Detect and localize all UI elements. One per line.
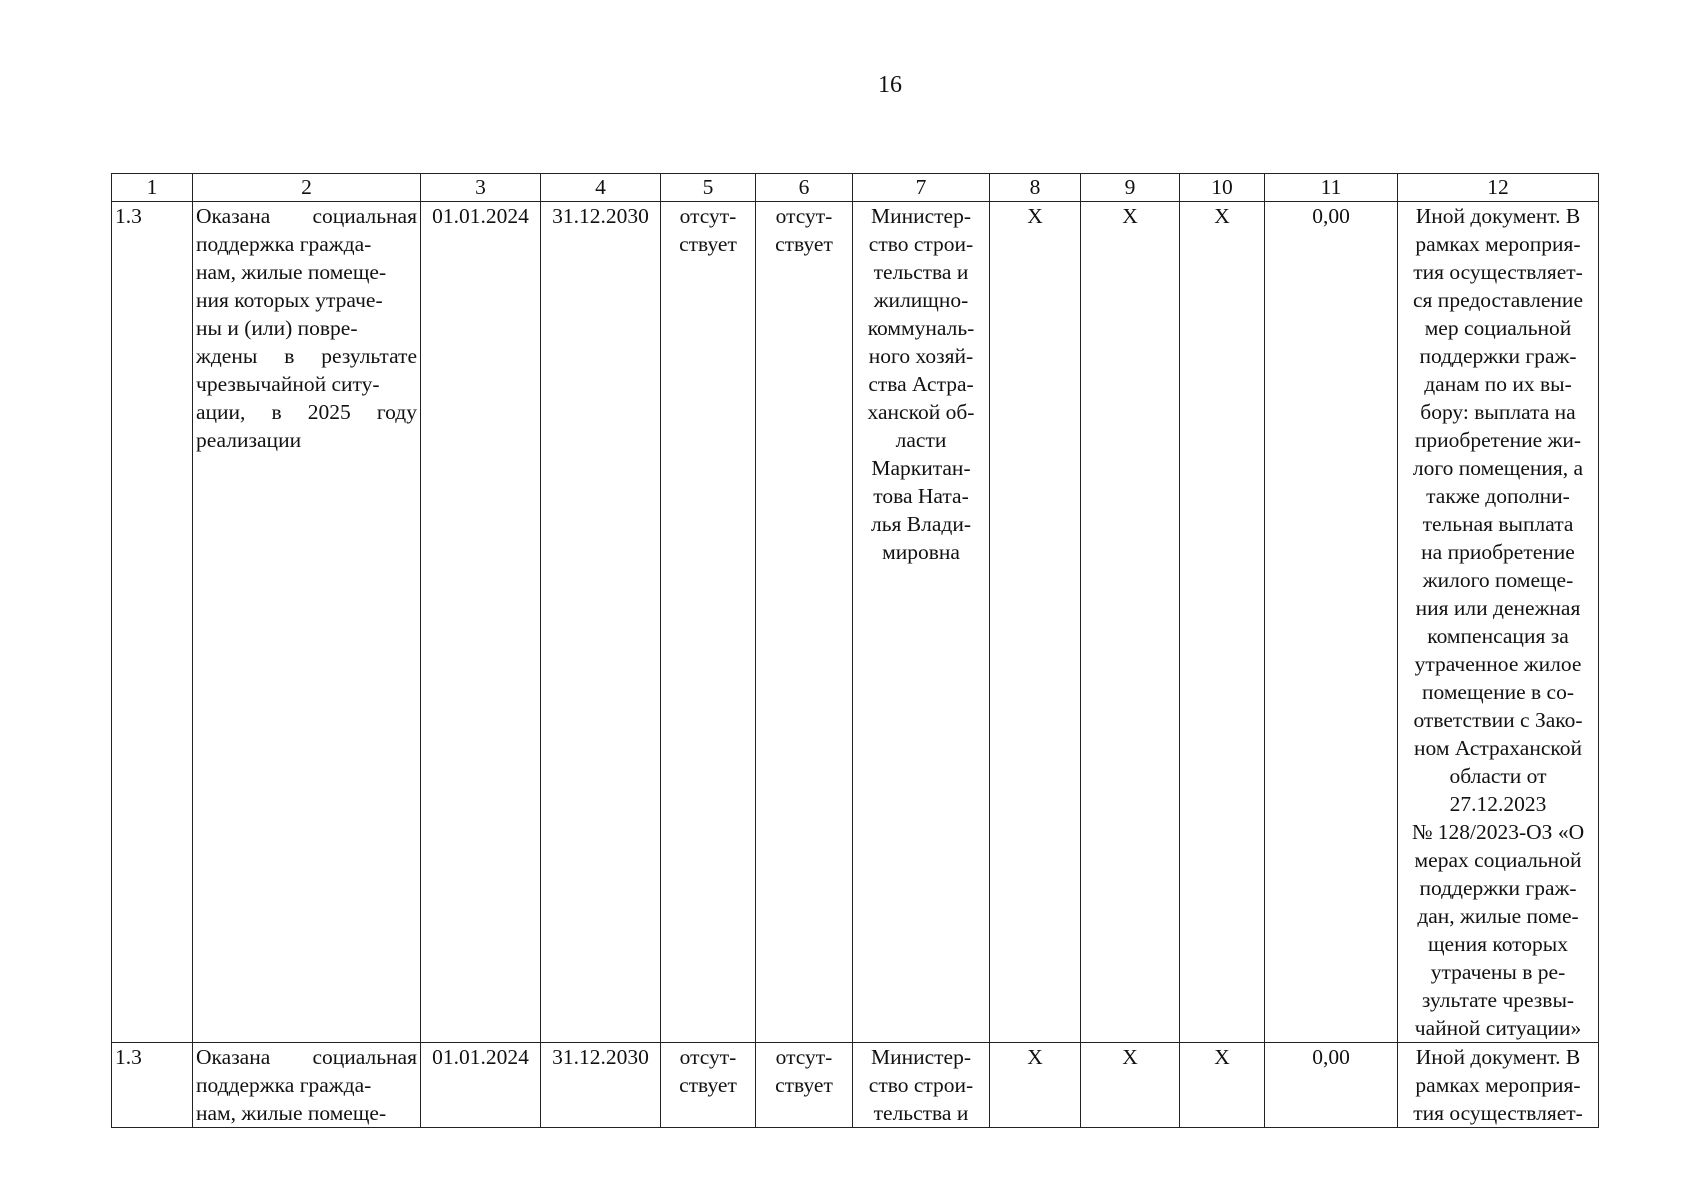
table-row (112, 202, 1599, 1043)
column-header: 2 (193, 174, 421, 202)
column-header: 8 (990, 174, 1081, 202)
column-header: 9 (1081, 174, 1180, 202)
column-6-cell: отсут- ствует (756, 202, 853, 1043)
end-date-cell: 31.12.2030 (541, 202, 661, 1043)
column-9-cell: Х (1081, 202, 1180, 1043)
row-number-cell: 1.3 (112, 1043, 193, 1128)
activities-table (111, 173, 1599, 1128)
column-header: 7 (853, 174, 990, 202)
column-header: 3 (421, 174, 541, 202)
amount-cell: 0,00 (1265, 202, 1398, 1043)
column-header: 1 (112, 174, 193, 202)
column-header: 5 (661, 174, 756, 202)
table-header-row (112, 174, 1599, 202)
column-header: 6 (756, 174, 853, 202)
end-date-cell: 31.12.2030 (541, 1043, 661, 1128)
responsible-cell: Министер- ство строи- тельства и жилищно- коммуналь- ного хозяй- ства Астра- ханской об- ласти Маркитан- това Ната- лья Влади- мировна (853, 202, 990, 1043)
responsible-cell: Министер- ство строи- тельства и (853, 1043, 990, 1128)
result-description-cell: Оказана социальная поддержка гражда- нам, жилые помеще- ния которых утраче- ны и (или) повре- ждены в результате чрезвычайной ситу- ации, в 2025 году реализации (193, 202, 421, 1043)
table-row (112, 1043, 1599, 1128)
column-header: 11 (1265, 174, 1398, 202)
column-8-cell: Х (990, 202, 1081, 1043)
column-5-cell: отсут- ствует (661, 1043, 756, 1128)
column-header: 12 (1398, 174, 1599, 202)
column-5-cell: отсут- ствует (661, 202, 756, 1043)
column-8-cell: Х (990, 1043, 1081, 1128)
document-description-cell: Иной документ. В рамках мероприя- тия осуществляет- ся предоставление мер социальной поддержки граж- данам по их вы- бору: выплата на приобретение жи- лого помещения, а также дополни- тельная выплата на приобретение жилого помеще- ния или денежная компенсация за утраченное жилое помещение в со- ответствии с Зако- ном Астраханской области от 27.12.2023 № 128/2023-ОЗ «О мерах социальной поддержки граж- дан, жилые поме- щения которых утрачены в ре- зультате чрезвы- чайной ситуации» (1398, 202, 1599, 1043)
column-6-cell: отсут- ствует (756, 1043, 853, 1128)
column-9-cell: Х (1081, 1043, 1180, 1128)
row-number-cell: 1.3 (112, 202, 193, 1043)
start-date-cell: 01.01.2024 (421, 202, 541, 1043)
column-header: 10 (1180, 174, 1265, 202)
column-10-cell: Х (1180, 202, 1265, 1043)
column-header: 4 (541, 174, 661, 202)
page-number: 16 (878, 72, 902, 98)
amount-cell: 0,00 (1265, 1043, 1398, 1128)
start-date-cell: 01.01.2024 (421, 1043, 541, 1128)
document-description-cell: Иной документ. В рамках мероприя- тия осуществляет- (1398, 1043, 1599, 1128)
result-description-cell: Оказана социальная поддержка гражда- нам, жилые помеще- (193, 1043, 421, 1128)
column-10-cell: Х (1180, 1043, 1265, 1128)
